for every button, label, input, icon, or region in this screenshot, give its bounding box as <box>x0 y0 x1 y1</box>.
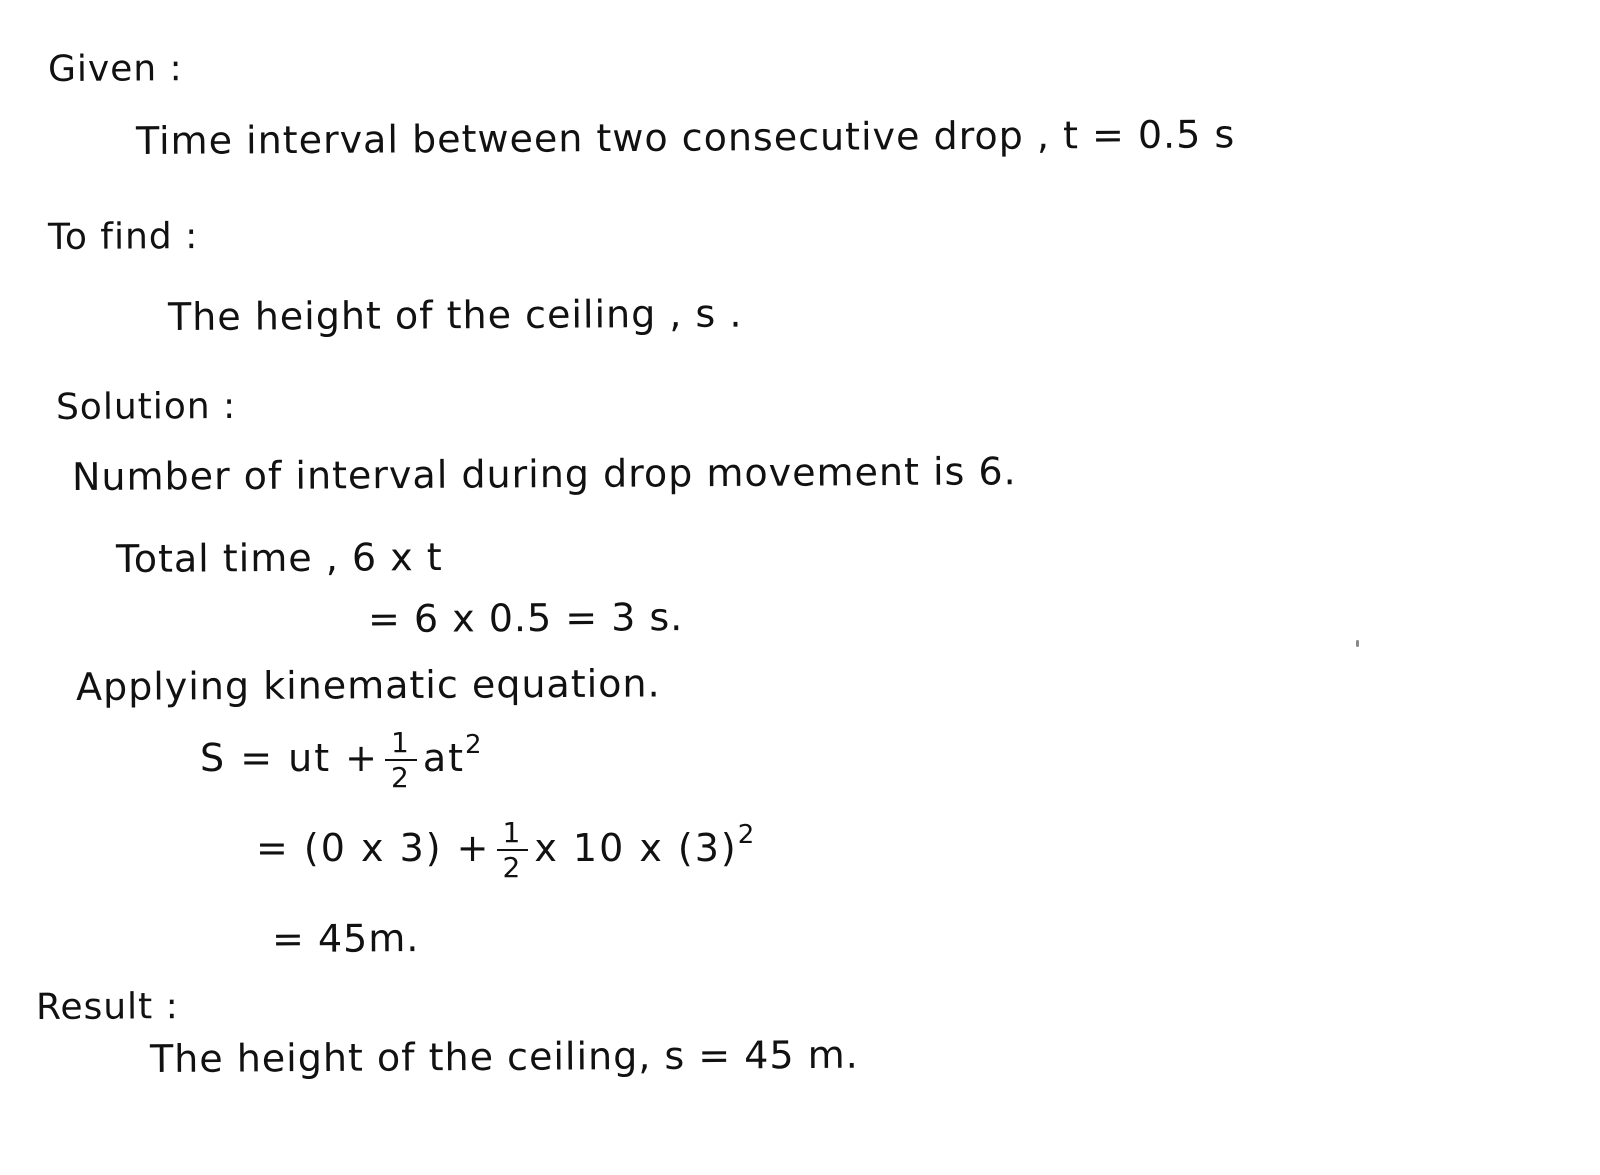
total-time-calc: = 6 x 0.5 = 3 s. <box>367 595 684 641</box>
substitution-exponent: 2 <box>737 819 757 850</box>
equation-rhs: at <box>422 735 466 780</box>
substitution-numerator: 1 <box>497 818 529 851</box>
equation-exponent: 2 <box>465 729 484 760</box>
substitution-line <box>256 818 756 883</box>
kinematic-equation <box>200 728 484 793</box>
substitution-denominator: 2 <box>502 851 523 885</box>
result-heading: Result : <box>35 986 179 1028</box>
half-fraction <box>385 728 417 793</box>
intervals-line: Number of interval during drop movement is 6. <box>71 449 1017 499</box>
substitution-fraction <box>497 818 529 883</box>
answer-line: = 45m. <box>271 916 420 961</box>
total-time-line: Total time , 6 x t <box>115 535 443 581</box>
ink-speck <box>1356 640 1359 647</box>
to-find-heading: To find : <box>47 216 199 258</box>
fraction-numerator: 1 <box>385 728 417 761</box>
to-find-line: The height of the ceiling , s . <box>167 291 743 339</box>
substitution-lhs: = (0 x 3) + <box>256 825 491 870</box>
given-line: Time interval between two consecutive drop , t = 0.5 s <box>135 112 1236 163</box>
solution-heading: Solution : <box>55 385 237 428</box>
substitution-rhs: x 10 x (3) <box>534 825 738 870</box>
equation-lhs: S = ut + <box>200 735 380 780</box>
result-line: The height of the ceiling, s = 45 m. <box>149 1032 859 1081</box>
fraction-denominator: 2 <box>391 761 411 795</box>
given-heading: Given : <box>47 48 183 90</box>
applying-line: Applying kinematic equation. <box>75 661 661 709</box>
